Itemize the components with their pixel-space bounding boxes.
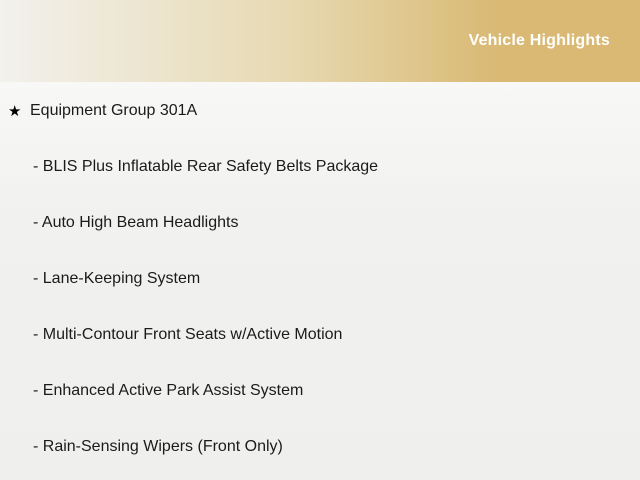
equipment-group-row <box>0 83 640 139</box>
list-item <box>0 307 640 363</box>
star-icon: ★ <box>8 102 22 120</box>
feature-label: - Enhanced Active Park Assist System <box>33 382 304 399</box>
equipment-group-label: Equipment Group 301A <box>30 102 198 119</box>
list-item <box>0 251 640 307</box>
list-item <box>0 139 640 195</box>
feature-label: - BLIS Plus Inflatable Rear Safety Belts Package <box>33 158 379 175</box>
list-item <box>0 363 640 419</box>
highlights-list <box>0 82 640 475</box>
list-item <box>0 419 640 475</box>
feature-label: - Rain-Sensing Wipers (Front Only) <box>33 438 283 455</box>
feature-label: - Auto High Beam Headlights <box>33 214 239 231</box>
list-item <box>0 195 640 251</box>
page-title: Vehicle Highlights <box>468 32 610 49</box>
feature-label: - Multi-Contour Front Seats w/Active Motion <box>33 326 343 343</box>
page-header <box>0 0 640 82</box>
feature-label: - Lane-Keeping System <box>33 270 201 287</box>
